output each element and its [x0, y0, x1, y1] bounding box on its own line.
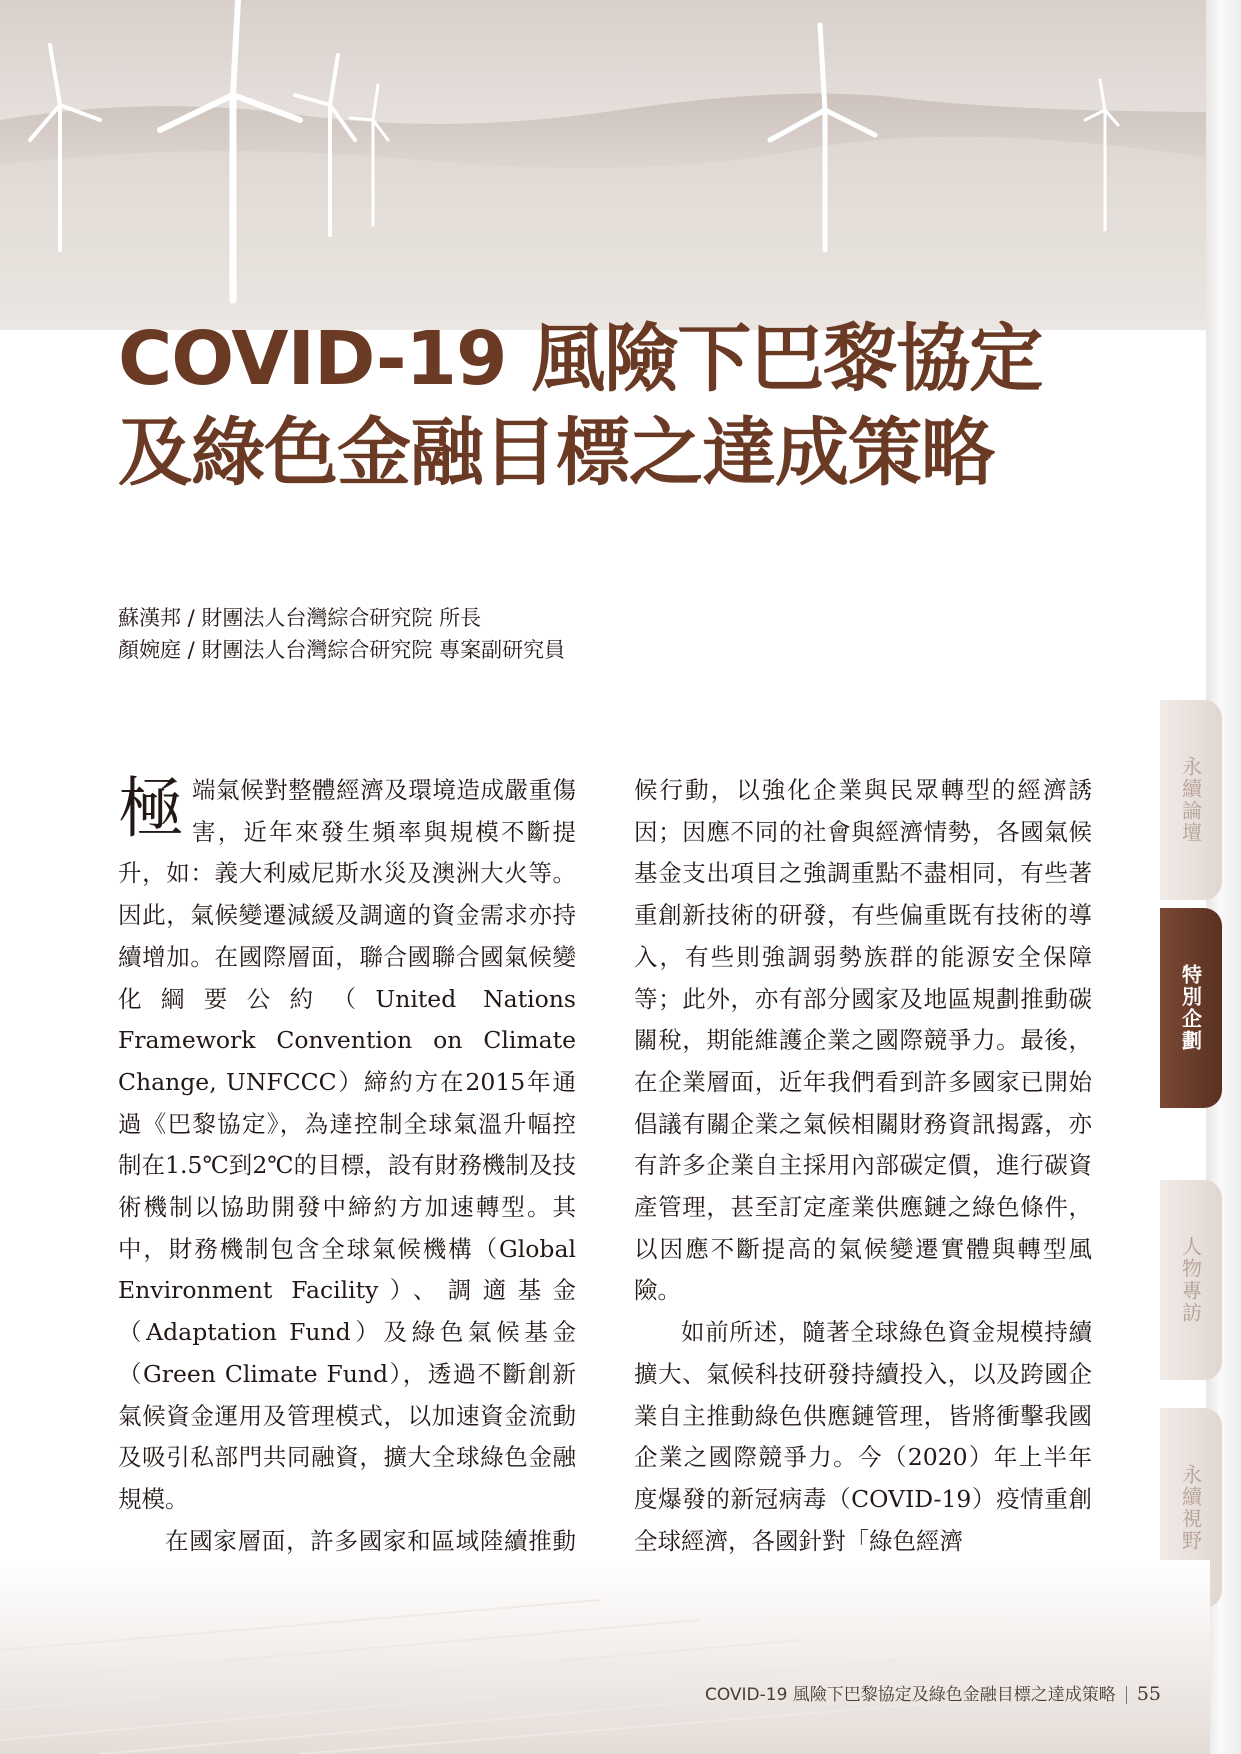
paragraph: [118, 770, 576, 1521]
body-column-right: [634, 770, 1092, 1562]
tab-label: 永續論壇: [1178, 756, 1203, 844]
tab-interviews[interactable]: [1160, 1180, 1222, 1380]
tab-label: 永續視野: [1178, 1464, 1203, 1552]
paragraph: 候行動，以強化企業與民眾轉型的經濟誘因；因應不同的社會與經濟情勢，各國氣候基金支出項目之強調重點不盡相同，有些著重創新技術的研發，有些偏重既有技術的導入，有些則強調弱勢族群的能源安全保障等；此外，亦有部分國家及地區規劃推動碳關稅，期能維護企業之國際競爭力。最後，在企業層面，近年我們看到許多國家已開始倡議有關企業之氣候相關財務資訊揭露，亦有許多企業自主採用內部碳定價，進行碳資產管理，甚至訂定產業供應鏈之綠色條件，以因應不斷提高的氣候變遷實體與轉型風險。: [634, 776, 1092, 1305]
wind-turbine-hero-image: [0, 0, 1210, 330]
title-line-2: 及綠色金融目標之達成策略: [118, 410, 994, 496]
title-line-1: COVID-19 風險下巴黎協定: [118, 316, 1043, 402]
author-2: 顏婉庭 / 財團法人台灣綜合研究院 專案副研究員: [118, 638, 566, 662]
tab-label: 特別企劃: [1178, 964, 1203, 1052]
paragraph: 在國家層面，許多國家和區域陸續推動: [165, 1526, 576, 1555]
author-1: 蘇漢邦 / 財團法人台灣綜合研究院 所長: [118, 606, 482, 630]
running-title: COVID-19 風險下巴黎協定及綠色金融目標之達成策略: [704, 1685, 1116, 1705]
footer-solar-panel-image: [0, 1560, 1210, 1754]
tab-label: 人物專訪: [1178, 1236, 1203, 1324]
dropcap: 極: [118, 770, 184, 847]
article-title: [118, 312, 1118, 500]
tab-special-feature[interactable]: [1160, 908, 1222, 1108]
footer-separator: [1126, 1686, 1127, 1704]
tab-sustainability-forum[interactable]: [1160, 700, 1222, 900]
author-list: [118, 602, 565, 666]
paragraph: 如前所述，隨著全球綠色資金規模持續擴大、氣候科技研發持續投入，以及跨國企業自主推動綠色供應鏈管理，皆將衝擊我國企業之國際競爭力。今（2020）年上半年度爆發的新冠病毒（COVID-19）疫情重創全球經濟，各國針對「綠色經濟: [634, 1318, 1092, 1555]
page-number: 55: [1136, 1683, 1161, 1705]
body-column-left: [118, 770, 576, 1604]
paragraph-text: 端氣候對整體經濟及環境造成嚴重傷害，近年來發生頻率與規模不斷提升，如：義大利威尼斯水災及澳洲大火等。因此，氣候變遷減緩及調適的資金需求亦持續增加。在國際層面，聯合國聯合國氣候變化綱要公約（United Nations Framework Convention on Climate Change, UNFCCC）締約方在2015年通過《巴黎協定》，為達控制全球氣溫升幅控制在1.5℃到2℃的目標，設有財務機制及技術機制以協助開發中締約方加速轉型。其中，財務機制包含全球氣候機構（Global Environment Facility）、調適基金（Adaptation Fund）及綠色氣候基金（Green Climate Fund），透過不斷創新氣候資金運用及管理模式，以加速資金流動及吸引私部門共同融資，擴大全球綠色金融規模。: [118, 776, 576, 1513]
running-footer: [705, 1680, 1161, 1705]
